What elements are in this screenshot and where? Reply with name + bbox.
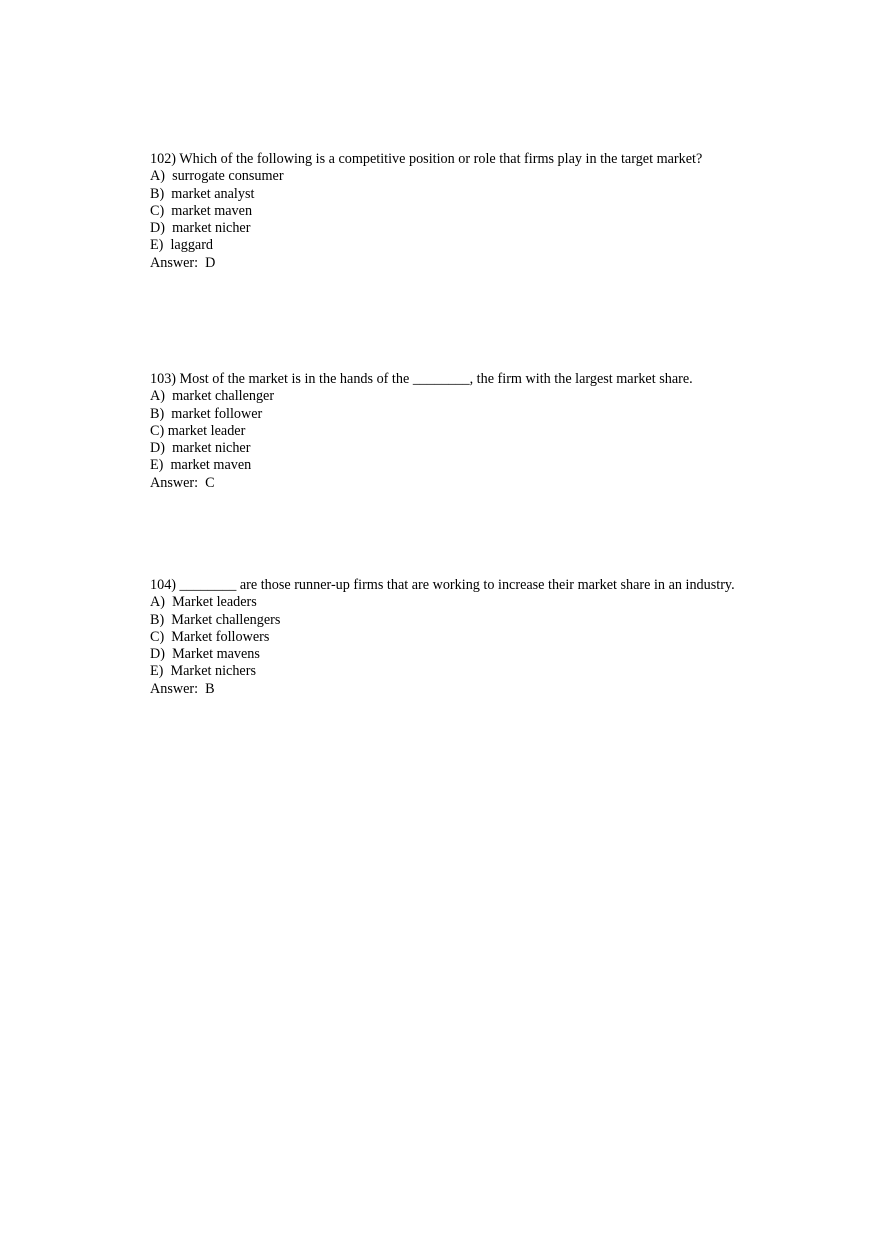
option-d: D) market nicher <box>150 220 251 237</box>
option-e: E) laggard <box>150 237 214 254</box>
question-stem: 104) ________ are those runner-up firms that are working to increase their market share in an industry. <box>150 577 735 593</box>
option-a: A) surrogate consumer <box>150 168 284 185</box>
answer-key: Answer: D <box>150 254 216 271</box>
question-stem: 102) Which of the following is a competitive position or role that firms play in the target market? <box>150 151 703 167</box>
answer-options <box>150 168 740 254</box>
option-b: B) Market challengers <box>150 611 281 628</box>
option-e: E) market maven <box>150 457 252 474</box>
answer-options <box>150 388 740 474</box>
option-c: C) market leader <box>150 422 246 439</box>
option-e: E) Market nichers <box>150 663 256 680</box>
answer-options <box>150 594 740 680</box>
option-a: A) Market leaders <box>150 594 257 611</box>
option-d: D) market nicher <box>150 440 251 457</box>
option-a: A) market challenger <box>150 388 275 405</box>
option-b: B) market analyst <box>150 185 255 202</box>
option-c: C) Market followers <box>150 628 270 645</box>
question-stem: 103) Most of the market is in the hands of the ________, the firm with the largest market share. <box>150 371 693 387</box>
option-d: D) Market mavens <box>150 646 260 663</box>
question-104 <box>150 577 740 698</box>
answer-key: Answer: B <box>150 680 215 697</box>
option-c: C) market maven <box>150 202 253 219</box>
question-103 <box>150 371 740 492</box>
answer-key: Answer: C <box>150 474 215 491</box>
option-b: B) market follower <box>150 405 263 422</box>
question-102 <box>150 151 740 272</box>
